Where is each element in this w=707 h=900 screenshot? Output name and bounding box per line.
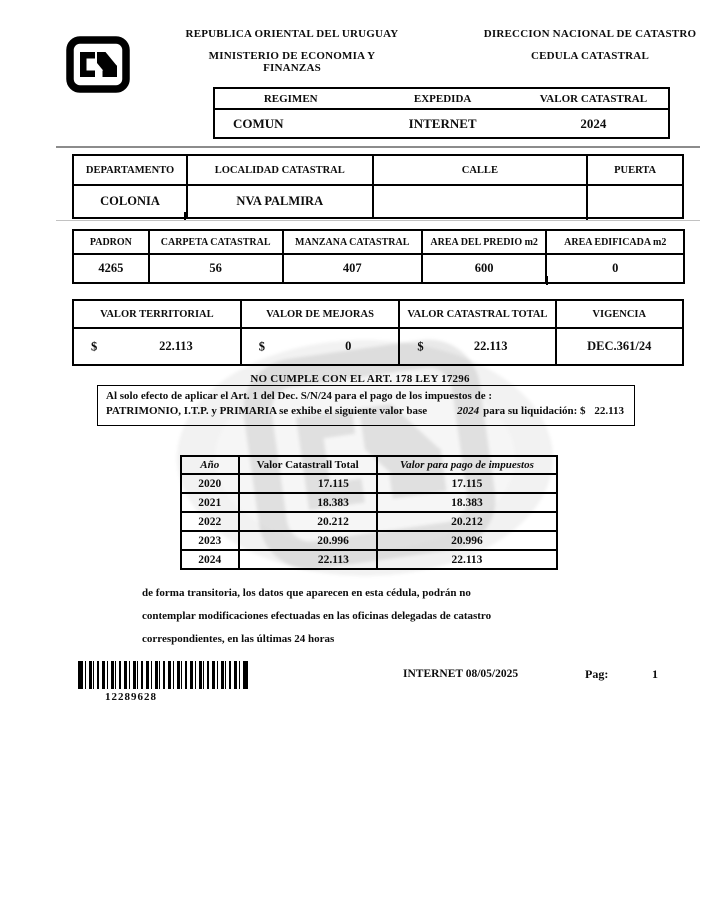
valuation-table [72,299,684,366]
table-header-row [214,88,669,109]
barcode-number: 12289628 [105,691,157,703]
history-table [180,455,558,570]
issue-info: INTERNET 08/05/2025 [403,668,519,680]
header-left [180,28,404,74]
history-row [181,493,557,512]
rule-overshoot [586,212,588,220]
localidad-value: NVA PALMIRA [187,185,372,218]
barcode-icon [78,661,248,689]
disclaimer-text [142,587,602,656]
notice-line1: Al solo efecto de aplicar el Art. 1 del Dec. S/N/24 para el pago de los impuestos de : [106,390,492,402]
carpeta-value: 56 [149,254,283,283]
valor-pago-cell: 22.113 [377,550,557,569]
valor-catastral-value: 2024 [519,109,669,138]
year-cell: 2021 [181,493,239,512]
valor-total-cell: 17.115 [239,474,377,493]
org-name-line1: REPUBLICA ORIENTAL DEL URUGUAY [185,28,399,40]
manzana-value: 407 [283,254,422,283]
regimen-value: COMUN [214,109,366,138]
total-amount: 22.113 [473,339,508,353]
localidad-header: LOCALIDAD CATASTRAL [187,155,372,185]
table-header-row [73,300,683,328]
departamento-header: DEPARTAMENTO [73,155,187,185]
valor-total-cell: 18.383 [239,493,377,512]
year-cell: 2024 [181,550,239,569]
document-title: CEDULA CATASTRAL [530,50,649,62]
valor-pago-impuestos-header: Valor para pago de impuestos [377,456,557,474]
carpeta-header: CARPETA CATASTRAL [149,230,283,254]
expedida-header: EXPEDIDA [366,88,518,109]
page-number: 1 [652,667,658,681]
area-edificada-header: AREA EDIFICADA m2 [546,230,684,254]
valor-catastral-total-header: Valor Catastrall Total [239,456,377,474]
table-header-row [181,456,557,474]
anio-header: Año [181,456,239,474]
org-name-line2: MINISTERIO DE ECONOMIA Y FINANZAS [208,50,376,74]
departamento-value: COLONIA [73,185,187,218]
rule-overshoot [546,276,548,285]
disclaimer-line: de forma transitoria, los datos que aparecen en esta cédula, podrán no [142,587,471,599]
padron-value: 4265 [73,254,149,283]
valor-total-header: VALOR CATASTRAL TOTAL [399,300,555,328]
notice-suffix: para su liquidación: $ [483,405,586,417]
disclaimer-line: correspondientes, en las últimas 24 horas [142,633,335,645]
rule-overshoot [184,212,186,220]
location-table [72,154,684,219]
manzana-header: MANZANA CATASTRAL [283,230,422,254]
tax-notice-box [97,385,635,426]
table-data-row [73,185,683,218]
table-data-row [214,109,669,138]
year-cell: 2022 [181,512,239,531]
table-header-row [73,155,683,185]
history-row [181,474,557,493]
valor-total-value [399,328,555,365]
compliance-note: NO CUMPLE CON EL ART. 178 LEY 17296 [250,373,470,385]
territorial-amount: 22.113 [159,339,193,353]
currency-symbol: $ [91,339,98,353]
notice-line2-text: PATRIMONIO, I.T.P. y PRIMARIA se exhibe el siguiente valor base [106,405,428,417]
divider-line [56,146,700,148]
office-name: DIRECCION NACIONAL DE CATASTRO [483,28,697,40]
vigencia-header: VIGENCIA [556,300,684,328]
valor-total-cell: 20.996 [239,531,377,550]
history-row [181,512,557,531]
notice-line2 [106,405,626,417]
regimen-header: REGIMEN [214,88,366,109]
area-predio-header: AREA DEL PREDIO m2 [422,230,547,254]
mejoras-amount: 0 [345,339,352,353]
currency-symbol: $ [417,339,424,353]
puerta-value [587,185,683,218]
disclaimer-line: contemplar modificaciones efectuadas en las oficinas delegadas de catastro [142,610,492,622]
valor-pago-cell: 20.996 [377,531,557,550]
valor-pago-cell: 20.212 [377,512,557,531]
year-cell: 2020 [181,474,239,493]
table-header-row [73,230,684,254]
dnc-logo-icon [66,36,130,93]
calle-value [373,185,588,218]
history-row [181,550,557,569]
header-right [478,28,702,62]
expedida-value: INTERNET [366,109,518,138]
vigencia-value: DEC.361/24 [556,328,684,365]
valor-total-cell: 20.212 [239,512,377,531]
valor-total-cell: 22.113 [239,550,377,569]
history-row [181,531,557,550]
year-cell: 2023 [181,531,239,550]
area-edificada-value: 0 [546,254,684,283]
valor-catastral-header: VALOR CATASTRAL [519,88,669,109]
calle-header: CALLE [373,155,588,185]
currency-symbol: $ [258,339,265,353]
valor-territorial-header: VALOR TERRITORIAL [73,300,241,328]
table-data-row [73,254,684,283]
table-data-row [73,328,683,365]
area-predio-value: 600 [422,254,547,283]
notice-year: 2024 [457,405,480,417]
padron-header: PADRON [73,230,149,254]
regimen-table [213,87,670,139]
valor-mejoras-header: VALOR DE MEJORAS [241,300,400,328]
divider-line [56,220,700,221]
notice-amount: 22.113 [594,405,624,417]
parcel-table [72,229,685,284]
valor-mejoras-value [241,328,400,365]
valor-pago-cell: 18.383 [377,493,557,512]
valor-territorial-value [73,328,241,365]
valor-pago-cell: 17.115 [377,474,557,493]
puerta-header: PUERTA [587,155,683,185]
page-label: Pag: [585,667,609,681]
